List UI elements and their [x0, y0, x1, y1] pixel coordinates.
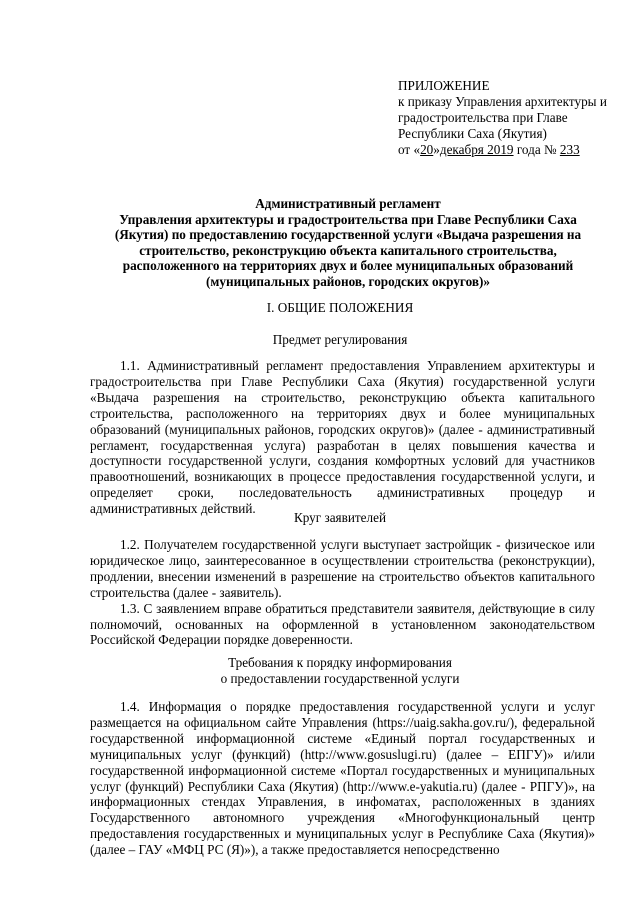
document-title [106, 196, 590, 290]
paragraph-1-4-text: 1.4. Информация о порядке предоставления государственной услуги и услуг размещается на официальном сайте Управления (https://uaig.sakha.gov.ru/), федеральной государственной информационной системе «Единый портал государственных и муниципальных услуг (функций) (http://www.gosuslugi.ru) (далее – ЕПГУ)» и/или государственной информационной системе «Портал государственных и муниципальных услуг (функций) Республики Саха (Якутия) (http://www.e-yakutia.ru) (далее - РПГУ)», на информационных стендах Управления, в инфоматах, расположенных в зданиях Государственного автономного учреждения «Многофункциональный центр предоставления государственных и муниципальных услуг в Республике Саха (Якутия)» (далее – ГАУ «МФЦ РС (Я)»), а также предоставляется непосредственно [90, 699, 595, 858]
appendix-date-line [398, 142, 634, 158]
info-heading-line-1: Требования к порядку информирования [228, 655, 452, 670]
date-day: 20 [420, 142, 434, 158]
applicants-heading: Круг заявителей [293, 510, 387, 525]
paragraph-1-4 [90, 699, 595, 858]
paragraph-1-1 [90, 358, 595, 517]
title-line-6: (муниципальных районов, городских округов)» [206, 273, 490, 289]
paragraph-1-2-1-3 [90, 537, 595, 648]
subject-heading: Предмет регулирования [272, 332, 408, 347]
info-heading-line-2: о предоставлении государственной услуги [220, 671, 460, 686]
appendix-line-2: градостроительства при Главе [398, 110, 568, 126]
title-line-5: расположенного на территориях двух и более муниципальных образований [122, 258, 574, 274]
paragraph-1-3-text: 1.3. С заявлением вправе обратиться представители заявителя, действующие в силу полномочий, основанных на оформленной в установленном законодательством Российской Федерации порядке доверенности. [90, 600, 595, 648]
date-suffix: года № [513, 142, 560, 158]
appendix-line-1: к приказу Управления архитектуры и [398, 94, 607, 110]
title-line-2: Управления архитектуры и градостроительства при Главе Республики Саха [119, 211, 577, 227]
paragraph-1-2-text: 1.2. Получателем государственной услуги выступает застройщик - физическое или юридическое лицо, заинтересованное в осуществлении строительства (реконструкции), продлении, внесении изменений в разрешение на строительство объектов капитального строительства (далее - заявитель). [90, 537, 595, 600]
order-number: 233 [559, 142, 580, 158]
title-line-3: (Якутия) по предоставлению государственной услуги «Выдача разрешения на [114, 227, 582, 243]
section-heading: I. ОБЩИЕ ПОЛОЖЕНИЯ [266, 300, 414, 315]
date-prefix: от « [398, 142, 421, 158]
paragraph-text: 1.1. Административный регламент предоставления Управлением архитектуры и градостроительства при Главе Республики Саха (Якутия) государственной услуги «Выдача разрешения на строительство, реконструкцию объекта капитального строительства, расположенного на территориях двух и более муниципальных образований (муниципальных районов, городских округов)» (далее - административный регламент, государственная услуга) разработан в целях повышения качества и доступности государственной услуги, создания комфортных условий для участников правоотношений, возникающих в процессе предоставления государственной услуги, и определяет сроки, последовательность административных процедур и административных действий. [90, 358, 595, 517]
title-line-4: строительство, реконструкцию объекта капитального строительства, [139, 242, 557, 258]
appendix-block [398, 78, 634, 158]
appendix-title: ПРИЛОЖЕНИЕ [398, 78, 490, 93]
title-line-1: Административный регламент [255, 196, 441, 211]
date-mid: » [433, 142, 440, 158]
date-month-year: декабря 2019 [439, 142, 514, 158]
appendix-line-3: Республики Саха (Якутия) [398, 126, 547, 142]
